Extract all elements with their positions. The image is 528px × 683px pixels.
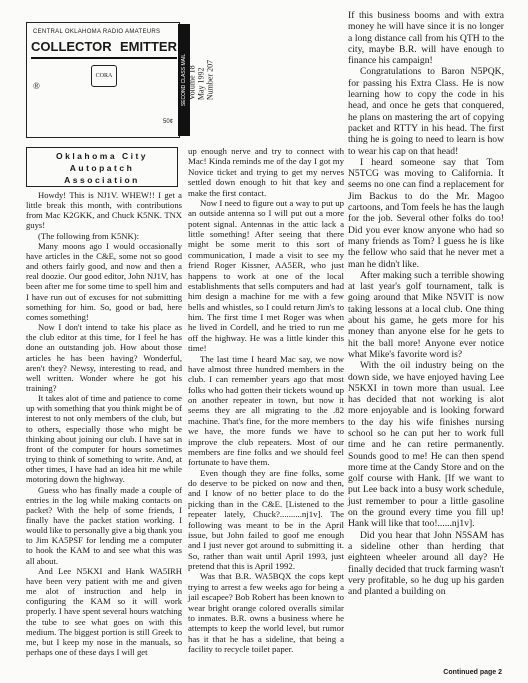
- paragraph: (The following from K5NK):: [38, 230, 139, 241]
- paragraph: up enough nerve and try to connect with Mac! Kinda reminds me of the day I got my Novice ticket and trying to get my nerves settled down enough to hit that key and make the first contact.: [188, 146, 344, 198]
- association-box: [26, 147, 178, 187]
- registered-mark: ®: [33, 81, 40, 91]
- paragraph: I heard someone say that Tom N5TCG was moving to California. It seems no one can find a replacement for Jim Backus to do the Mr. Magoo cartoons, and Tom feels he has the laugh for the job. Several other folks do too! Did you ever know anyone who had so many friends as Tom? I guess he is like the fellow who said that he never met a man he didn't like.: [348, 156, 504, 270]
- paragraph: After making such a terrible showing at last year's golf tournament, talk is going around that Mike N5VIT is now taking lessons at a local club. One thing about his game, he gets more for his money than anyone else for he gets to hit the ball more! Anyone ever notice what Mike's favorite word is?: [348, 269, 504, 360]
- association-line-2: Autopatch: [69, 163, 135, 173]
- masthead-rule: [31, 57, 177, 59]
- paragraph: Did you hear that John N5SAM has a sideline other than herding that eighteen wheeler around all day? He finally decided that truck farming wasn't very profitable, so he dug up his garden and planted a building on: [348, 529, 504, 598]
- paragraph: The last time I heard Mac say, we now have almost three hundred members in the club. I can remember years ago that most folks who had gotten their tickets wound up on another repeater in town, but now it seems they are all migrating to the .82 machine. That's fine, for the more members we have, the more funds we have to improve the club repeaters. Most of our members are fine folks and we should feel fortunate to have them.: [188, 353, 344, 468]
- paragraph: Guess who has finally made a couple of entries in the log while making contacts on packet? With the help of some friends, I finally have the packet station working. I would like to personally give a big thank you to Jim KA5PSF for lending me a computer to hook the KAM to and see what this was all about.: [26, 484, 182, 566]
- article-column-3: [348, 10, 504, 597]
- emblem-text: CORA: [95, 73, 113, 79]
- article-column-2: [188, 146, 344, 654]
- issue-strip: [178, 24, 215, 136]
- association-line-1: Oklahoma City: [55, 151, 149, 161]
- issue-volume: Volume 18: [187, 65, 197, 101]
- article-column-1: [26, 190, 182, 657]
- continued-note: Continued page 2: [443, 669, 502, 676]
- title-collector: COLLECTOR: [31, 39, 112, 54]
- paragraph: Many moons ago I would occasionally have articles in the C&E, some not so good and others fairly good, and now and then a real doozie. Our good editor, John NJ1V, has been after me for some time to spell him and I have run out of excuses for not submitting something for him. So, good or bad, here comes something!: [26, 240, 182, 322]
- paragraph: Congratulations to Baron N5PQK, for passing his Extra Class. He is now learning how to copy the code in his head, and once he gets that conquered, he plans on mastering the art of copying packet and RTTY in his head. The first thing he is going to need to learn is how to wear his cap on that head!: [348, 66, 504, 157]
- paragraph: It takes alot of time and patience to come up with something that you think might be of interest to not only members of the club, but to others, especially those who might be thinking about joining our club. I have sat in front of the computer for hours sometimes trying to think of something to write. And, at other times, I have had an idea hit me while motoring down the highway.: [26, 393, 182, 485]
- club-name-line: CENTRAL OKLAHOMA RADIO AMATEURS: [33, 29, 161, 35]
- paragraph: With the oil industry being on the down side, we have enjoyed having Lee N5KXI in town more than usual. Lee has decided that not working is alot more enjoyable and is looking forward to the day his wife finishes nursing school so he can put her to work full time and he can retire permanently. Sounds good to me! He can then spend more time at the Candy Store and on the golf course with Hank. [If we want to put Lee back into a busy work schedule, just remember to pour a little gasoline on the ground every time you fill up! Hank will like that too!......nj1v].: [348, 360, 504, 530]
- newsletter-title: [31, 39, 177, 54]
- paragraph: And Lee N5KXI and Hank WA5IRH have been very patient with me and given me alot of instruction and help in configuring the KAM so it will work properly. I have spent several hours watching the tube to see what goes on with this medium. The biggest portion is still Greek to me, but I keep my nose in the manuals, so perhaps one of these days I will get: [26, 565, 182, 658]
- paragraph: Now I don't intend to take his place as the club editor at this time, for I feel he has done an outstanding job. How about those articles he has been having? Wonderful, aren't they? Newsy, interesting to read, and well written. Wonder where he got his training?: [26, 322, 182, 393]
- cover-price: 50¢: [162, 119, 173, 125]
- paragraph: Now I need to figure out a way to put up an outside antenna so I will put out a more potent signal. Antennas in the attic lack a little something! After seeing that there might be some merit to this sort of communication, I made a visit to see my friend Roger Kissner, AA5ER, who just happens to work at one of the local establishments that sells computers and had him design a machine for me with a few bells and whistles, so I could return Jim's to him. The first time I met Roger was when he lived in Cordell, and he tried to run me off the highway. He was a little kinder this time!: [188, 197, 344, 354]
- title-emitter: EMITTER: [119, 39, 177, 54]
- antenna-emblem-icon: [91, 65, 117, 87]
- issue-lines: [188, 60, 215, 100]
- issue-info: [187, 24, 215, 136]
- paragraph: Was that B.R. WA5BQX the cops kept trying to arrest a few weeks ago for being a jail escapee? Bob Robert has been known to wear bright orange colored overalls similar to inmates. B.R. owns a business where he attempts to keep the world level, but rumor has it that he has a sideline, that being a facility to recycle toilet paper.: [188, 571, 344, 654]
- paragraph: Howdy! This is NJ1V. WHEW!! I get a little break this month, with contributions from Mac K2GKK, and Chuck K5NK. TNX guys!: [26, 190, 182, 231]
- issue-number: Number 207: [205, 59, 215, 101]
- masthead: [26, 22, 180, 138]
- association-line-3: Association: [64, 175, 140, 185]
- paragraph: If this business booms and with extra money he will have since it is no longer a long distance call from his QTH to the city, maybe B.R. will have enough to finance his campaign!: [348, 10, 504, 67]
- mail-class-label: SECOND CLASS MAIL: [181, 53, 187, 107]
- paragraph: Even though they are fine folks, some do deserve to be picked on now and then, and I know of no better place to do the picking than in the C&E. [Listened to the repeater lately, Chuck?..........nj1v]. The following was meant to be in the April issue, but John failed to goof me enough and I just never got around to submitting it. So, rather than wait until April 1993, just pretend that this is April 1992.: [188, 467, 344, 571]
- issue-date: May 1992: [196, 67, 206, 101]
